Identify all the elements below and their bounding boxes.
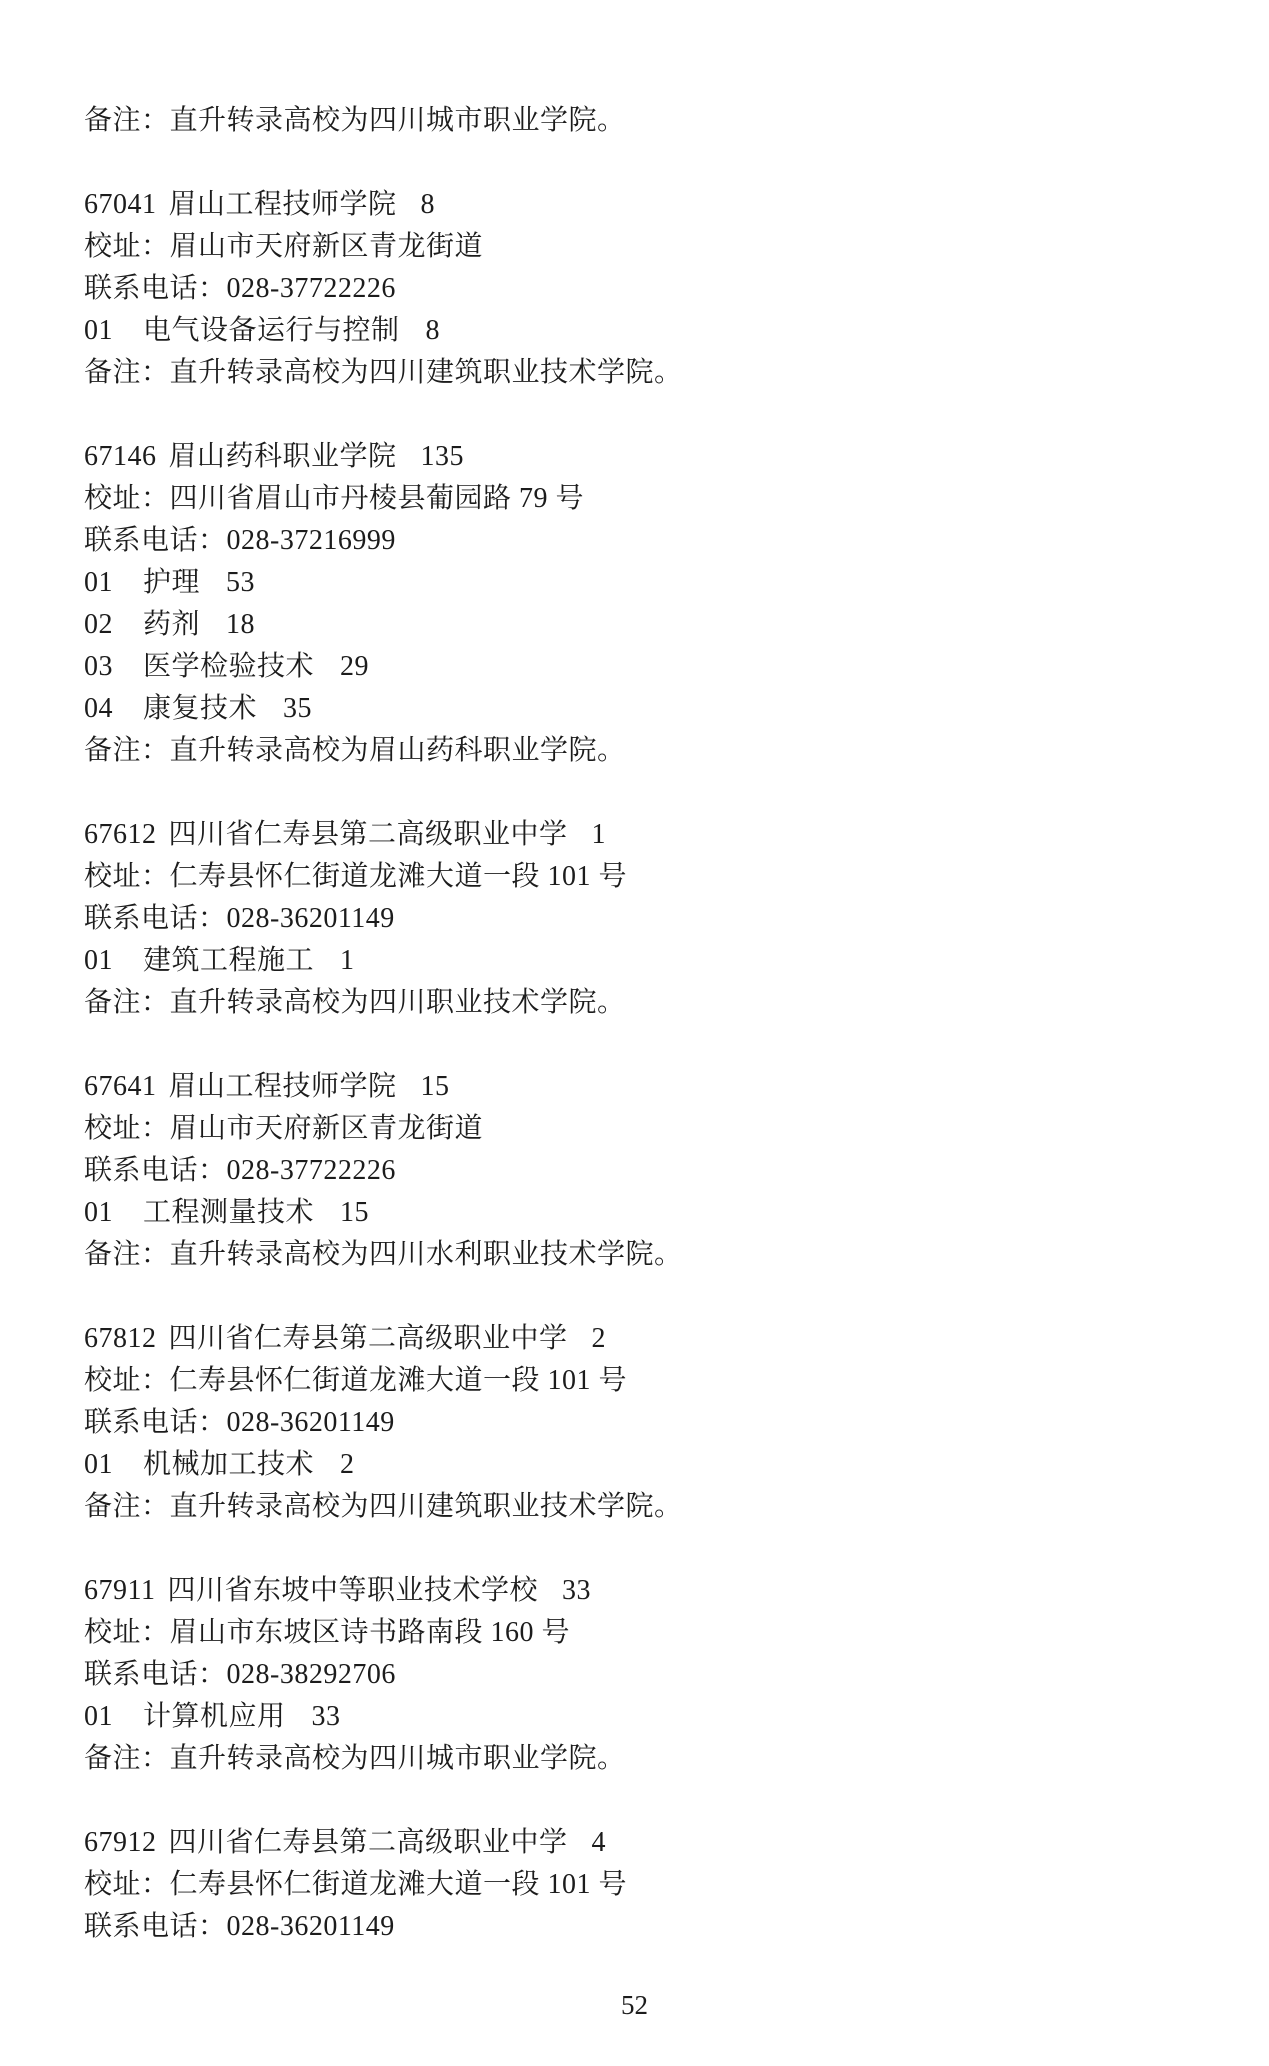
major-code: 01 xyxy=(84,1701,113,1732)
school-name: 四川省仁寿县第二高级职业中学 xyxy=(168,1323,568,1354)
phone-label: 联系电话： xyxy=(84,525,227,556)
major-name: 建筑工程施工 xyxy=(143,945,315,976)
address-line xyxy=(84,478,1229,520)
major-quota: 53 xyxy=(226,567,256,598)
remark-label: 备注： xyxy=(84,1491,170,1522)
school-code: 67612 xyxy=(84,819,157,850)
school-code: 67912 xyxy=(84,1827,157,1858)
remark-text: 直升转录高校为四川职业技术学院。 xyxy=(169,987,626,1018)
school-quota: 2 xyxy=(591,1323,607,1354)
address-line xyxy=(84,1360,1229,1402)
remark-label: 备注： xyxy=(84,1239,170,1270)
school-quota: 33 xyxy=(561,1575,591,1606)
major-quota: 18 xyxy=(226,609,256,640)
major-code: 02 xyxy=(84,609,113,640)
address-line xyxy=(84,1864,1229,1906)
school-block xyxy=(84,814,1229,1024)
school-quota: 135 xyxy=(420,441,465,472)
major-code: 01 xyxy=(84,1197,113,1228)
address-line xyxy=(84,1612,1229,1654)
remark-text: 直升转录高校为四川城市职业学院。 xyxy=(169,1743,626,1774)
phone-label: 联系电话： xyxy=(84,1911,227,1942)
address-text: 仁寿县怀仁街道龙滩大道一段 101 号 xyxy=(169,1869,628,1900)
phone-line xyxy=(84,1150,1229,1192)
address-label: 校址： xyxy=(84,1365,170,1396)
remark-label: 备注： xyxy=(84,1743,170,1774)
major-line xyxy=(84,1192,1229,1234)
phone-line xyxy=(84,1654,1229,1696)
school-name: 四川省东坡中等职业技术学校 xyxy=(167,1575,538,1606)
remark-line xyxy=(84,982,1229,1024)
phone-line xyxy=(84,898,1229,940)
phone-line xyxy=(84,520,1229,562)
phone-number: 028-37722226 xyxy=(226,273,396,304)
phone-number: 028-37722226 xyxy=(226,1155,396,1186)
address-text: 眉山市天府新区青龙街道 xyxy=(169,231,484,262)
address-label: 校址： xyxy=(84,1113,170,1144)
major-code: 03 xyxy=(84,651,113,682)
major-quota: 15 xyxy=(340,1197,370,1228)
address-label: 校址： xyxy=(84,231,170,262)
major-line xyxy=(84,562,1229,604)
address-label: 校址： xyxy=(84,1869,170,1900)
address-text: 四川省眉山市丹棱县葡园路 79 号 xyxy=(169,483,585,514)
school-name: 四川省仁寿县第二高级职业中学 xyxy=(168,819,568,850)
major-line xyxy=(84,646,1229,688)
school-name: 四川省仁寿县第二高级职业中学 xyxy=(168,1827,568,1858)
remark-label: 备注： xyxy=(84,987,170,1018)
school-code: 67911 xyxy=(84,1575,156,1606)
address-text: 仁寿县怀仁街道龙滩大道一段 101 号 xyxy=(169,1365,628,1396)
major-quota: 8 xyxy=(425,315,441,346)
school-name: 眉山工程技师学院 xyxy=(168,1071,397,1102)
major-code: 04 xyxy=(84,693,113,724)
major-line xyxy=(84,1444,1229,1486)
major-line xyxy=(84,604,1229,646)
school-code: 67041 xyxy=(84,189,157,220)
address-line xyxy=(84,1108,1229,1150)
address-label: 校址： xyxy=(84,861,170,892)
phone-label: 联系电话： xyxy=(84,1659,227,1690)
major-quota: 35 xyxy=(283,693,313,724)
major-name: 计算机应用 xyxy=(143,1701,286,1732)
school-heading xyxy=(84,1066,1229,1108)
remark-text: 直升转录高校为四川城市职业学院。 xyxy=(169,105,626,136)
school-block xyxy=(84,1066,1229,1276)
address-text: 仁寿县怀仁街道龙滩大道一段 101 号 xyxy=(169,861,628,892)
school-heading xyxy=(84,1318,1229,1360)
school-name: 眉山工程技师学院 xyxy=(168,189,397,220)
remark-text: 直升转录高校为眉山药科职业学院。 xyxy=(169,735,626,766)
school-name: 眉山药科职业学院 xyxy=(168,441,397,472)
document-content xyxy=(84,100,1229,1948)
address-text: 眉山市东坡区诗书路南段 160 号 xyxy=(169,1617,571,1648)
remark-line xyxy=(84,352,1229,394)
remark-line xyxy=(84,1486,1229,1528)
address-label: 校址： xyxy=(84,483,170,514)
major-quota: 33 xyxy=(311,1701,341,1732)
school-block xyxy=(84,1318,1229,1528)
school-block xyxy=(84,1570,1229,1780)
major-line xyxy=(84,310,1229,352)
major-code: 01 xyxy=(84,315,113,346)
major-line xyxy=(84,688,1229,730)
remark-line xyxy=(84,1234,1229,1276)
phone-label: 联系电话： xyxy=(84,1407,227,1438)
remark-line xyxy=(84,1738,1229,1780)
school-quota: 8 xyxy=(420,189,436,220)
major-code: 01 xyxy=(84,567,113,598)
address-label: 校址： xyxy=(84,1617,170,1648)
phone-label: 联系电话： xyxy=(84,1155,227,1186)
remark-text: 直升转录高校为四川建筑职业技术学院。 xyxy=(169,1491,683,1522)
phone-label: 联系电话： xyxy=(84,273,227,304)
phone-line xyxy=(84,1906,1229,1948)
phone-line xyxy=(84,268,1229,310)
school-quota: 1 xyxy=(591,819,607,850)
school-quota: 15 xyxy=(420,1071,450,1102)
remark-label: 备注： xyxy=(84,357,170,388)
major-code: 01 xyxy=(84,945,113,976)
school-code: 67812 xyxy=(84,1323,157,1354)
remark-label: 备注： xyxy=(84,105,170,136)
school-heading xyxy=(84,1570,1229,1612)
major-line xyxy=(84,940,1229,982)
phone-number: 028-36201149 xyxy=(226,1911,395,1942)
major-code: 01 xyxy=(84,1449,113,1480)
remark-text: 直升转录高校为四川建筑职业技术学院。 xyxy=(169,357,683,388)
school-block xyxy=(84,1822,1229,1948)
major-name: 护理 xyxy=(143,567,201,598)
major-name: 电气设备运行与控制 xyxy=(143,315,400,346)
major-name: 工程测量技术 xyxy=(143,1197,315,1228)
school-heading xyxy=(84,814,1229,856)
address-text: 眉山市天府新区青龙街道 xyxy=(169,1113,484,1144)
school-block xyxy=(84,184,1229,394)
address-line xyxy=(84,226,1229,268)
major-name: 康复技术 xyxy=(143,693,258,724)
phone-number: 028-36201149 xyxy=(226,903,395,934)
major-name: 医学检验技术 xyxy=(143,651,315,682)
major-name: 机械加工技术 xyxy=(143,1449,315,1480)
phone-line xyxy=(84,1402,1229,1444)
major-quota: 29 xyxy=(340,651,370,682)
major-line xyxy=(84,1696,1229,1738)
remark-line xyxy=(84,730,1229,772)
school-heading xyxy=(84,184,1229,226)
page-number: 52 xyxy=(621,1990,648,2020)
school-code: 67146 xyxy=(84,441,157,472)
school-heading xyxy=(84,1822,1229,1864)
remark-label: 备注： xyxy=(84,735,170,766)
school-code: 67641 xyxy=(84,1071,157,1102)
phone-number: 028-38292706 xyxy=(226,1659,396,1690)
major-quota: 1 xyxy=(340,945,355,976)
phone-number: 028-37216999 xyxy=(226,525,396,556)
school-block xyxy=(84,436,1229,772)
major-quota: 2 xyxy=(340,1449,355,1480)
continuation-remark-line xyxy=(84,100,1229,142)
school-heading xyxy=(84,436,1229,478)
phone-number: 028-36201149 xyxy=(226,1407,395,1438)
school-quota: 4 xyxy=(591,1827,607,1858)
address-line xyxy=(84,856,1229,898)
major-name: 药剂 xyxy=(143,609,201,640)
remark-text: 直升转录高校为四川水利职业技术学院。 xyxy=(169,1239,683,1270)
phone-label: 联系电话： xyxy=(84,903,227,934)
